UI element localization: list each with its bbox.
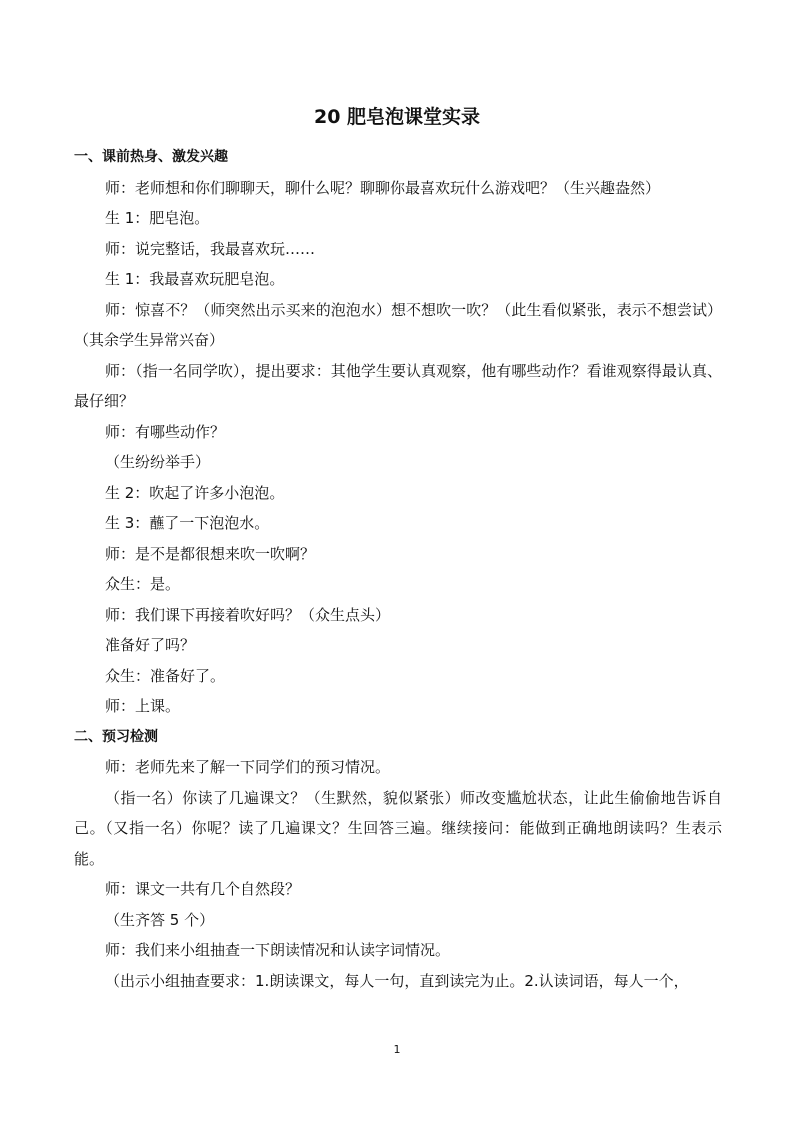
dialogue-line: 师：有哪些动作？	[105, 422, 226, 441]
document-body	[74, 142, 722, 996]
dialogue-line: 众生：是。	[105, 575, 181, 593]
dialogue-line: 众生：准备好了。	[105, 666, 226, 685]
dialogue-line: 师：是不是都很想来吹一吹啊？	[105, 544, 316, 563]
dialogue-line: 师：课文一共有几个自然段？	[105, 880, 301, 898]
dialogue-line: （指一名）你读了几遍课文？（生默然，貌似紧张）师改变尴尬状态，让此生偷偷地告诉自己。（又指一名）你呢？读了几遍课文？生回答三遍。继续接问：能做到正确地朗读吗？生表示能。	[74, 788, 722, 868]
stage-direction: （生纷纷举手）	[105, 453, 211, 471]
dialogue-line: （出示小组抽查要求：1.朗读课文，每人一句，直到读完为止。2.认读词语，每人一个，	[105, 971, 689, 990]
dialogue-line: 师：老师想和你们聊聊天，聊什么呢？聊聊你最喜欢玩什么游戏吧？（生兴趣盎然）	[105, 178, 661, 197]
dialogue-line: 生 1：肥皂泡。	[105, 209, 210, 227]
dialogue-line: 师：我们课下再接着吹好吗？（众生点头）	[105, 605, 391, 624]
section-heading-preview-check: 二、预习检测	[74, 728, 158, 745]
document-title: 20 肥皂泡课堂实录	[313, 106, 481, 128]
dialogue-line: 师：说完整话，我最喜欢玩……	[105, 239, 316, 258]
dialogue-line: 师：老师先来了解一下同学们的预习情况。	[105, 758, 391, 776]
dialogue-line: 师：上课。	[105, 697, 181, 715]
stage-direction: （生齐答 5 个）	[105, 910, 215, 929]
dialogue-line: 师：我们来小组抽查一下朗读情况和认读字词情况。	[105, 941, 451, 959]
dialogue-line: 生 2：吹起了许多小泡泡。	[105, 483, 285, 502]
dialogue-line: 师：惊喜不？（师突然出示买来的泡泡水）想不想吹一吹？（此生看似紧张，表示不想尝试）（其余学生异常兴奋）	[74, 300, 722, 349]
dialogue-line: 师：（指一名同学吹），提出要求：其他学生要认真观察，他有哪些动作？看谁观察得最认真、最仔细？	[74, 361, 722, 410]
section-heading-warmup: 一、课前热身、激发兴趣	[74, 149, 228, 165]
dialogue-line: 准备好了吗？	[105, 636, 196, 654]
dialogue-line: 生 1：我最喜欢玩肥皂泡。	[105, 270, 285, 288]
page-number: 1	[393, 1043, 401, 1056]
dialogue-line: 生 3：蘸了一下泡泡水。	[105, 514, 270, 532]
